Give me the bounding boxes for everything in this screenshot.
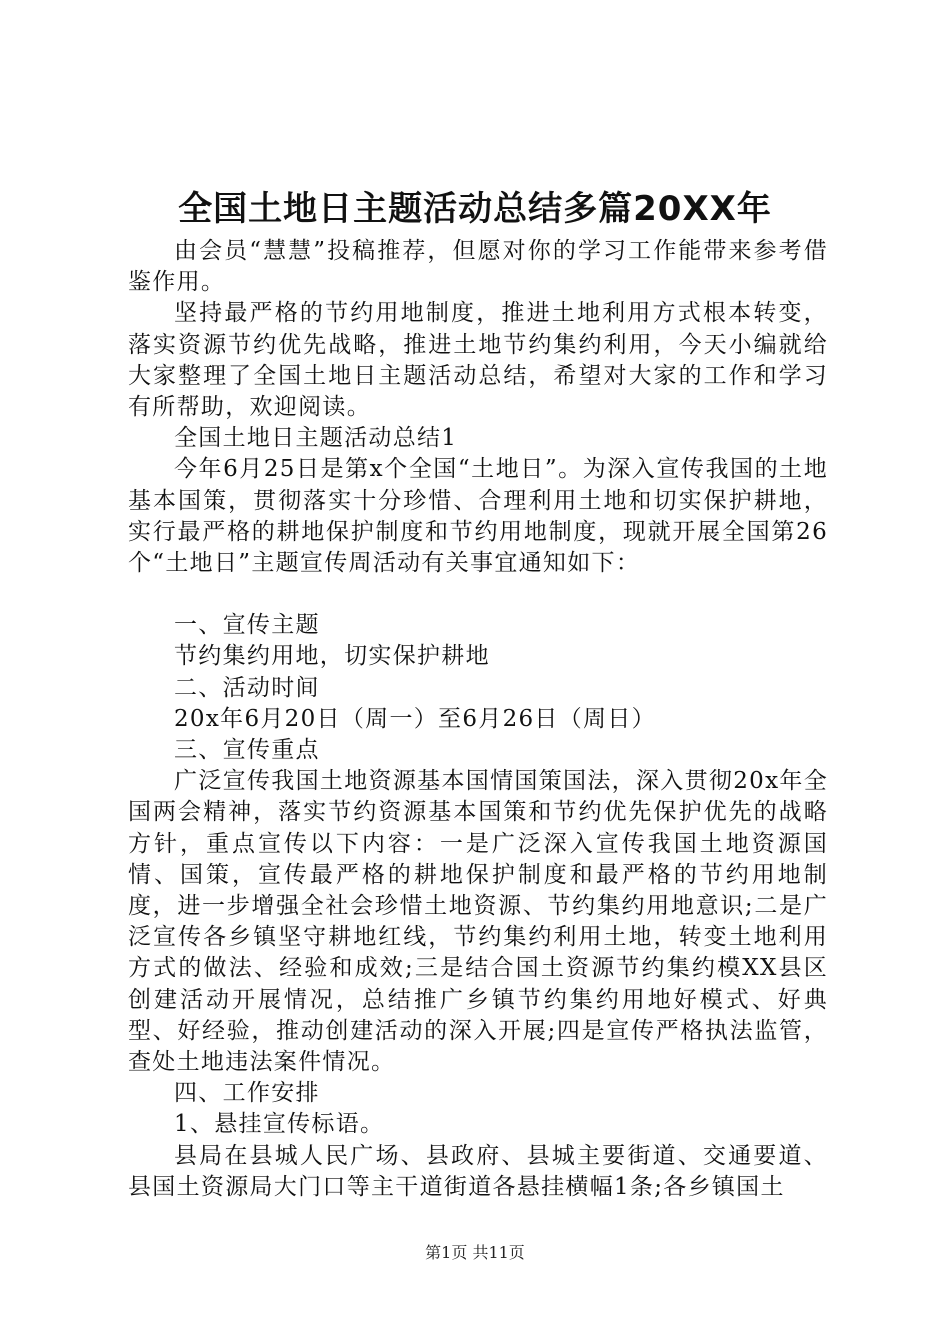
paragraph-intro: 由会员“慧慧”投稿推荐，但愿对你的学习工作能带来参考借鉴作用。 [128, 238, 828, 296]
document-title: 全国土地日主题活动总结多篇20XX年 [178, 189, 772, 229]
paragraph-time: 20x年6月20日（周一）至6月26日（周日） [174, 705, 656, 732]
page-footer: 第1页 共11页 [425, 1243, 525, 1262]
document-body [128, 236, 828, 1203]
paragraph-theme: 节约集约用地，切实保护耕地 [174, 643, 490, 670]
paragraph-banners: 县局在县城人民广场、县政府、县城主要街道、交通要道、县国土资源局大门口等主干道街道各悬挂横幅1条;各乡镇国土 [128, 1142, 828, 1200]
heading-arrangement: 四、工作安排 [174, 1080, 320, 1107]
heading-time: 二、活动时间 [174, 674, 320, 701]
blank-line [128, 579, 828, 610]
paragraph-summary: 坚持最严格的节约用地制度，推进土地利用方式根本转变，落实资源节约优先战略，推进土地节约集约利用，今天小编就给大家整理了全国土地日主题活动总结，希望对大家的工作和学习有所帮助，欢迎阅读。 [128, 300, 828, 421]
subheading-banners: 1、悬挂宣传标语。 [174, 1111, 385, 1138]
heading-theme: 一、宣传主题 [174, 612, 320, 639]
paragraph-notice: 今年6月25日是第x个全国“土地日”。为深入宣传我国的土地基本国策，贯彻落实十分珍惜、合理利用土地和切实保护耕地，实行最严格的耕地保护制度和节约用地制度，现就开展全国第26个“土地日”主题宣传周活动有关事宜通知如下： [128, 456, 828, 577]
heading-focus: 三、宣传重点 [174, 737, 320, 764]
section-heading-summary-1: 全国土地日主题活动总结1 [174, 425, 458, 452]
paragraph-focus: 广泛宣传我国土地资源基本国情国策国法，深入贯彻20x年全国两会精神，落实节约资源基本国策和节约优先保护优先的战略方针，重点宣传以下内容：一是广泛深入宣传我国土地资源国情、国策，宣传最严格的耕地保护制度和最严格的节约用地制度，进一步增强全社会珍惜土地资源、节约集约用地意识;二是广泛宣传各乡镇坚守耕地红线，节约集约利用土地，转变土地利用方式的做法、经验和成效;三是结合国土资源节约集约模XX县区创建活动开展情况，总结推广乡镇节约集约用地好模式、好典型、好经验，推动创建活动的深入开展;四是宣传严格执法监管，查处土地违法案件情况。 [128, 768, 828, 1076]
